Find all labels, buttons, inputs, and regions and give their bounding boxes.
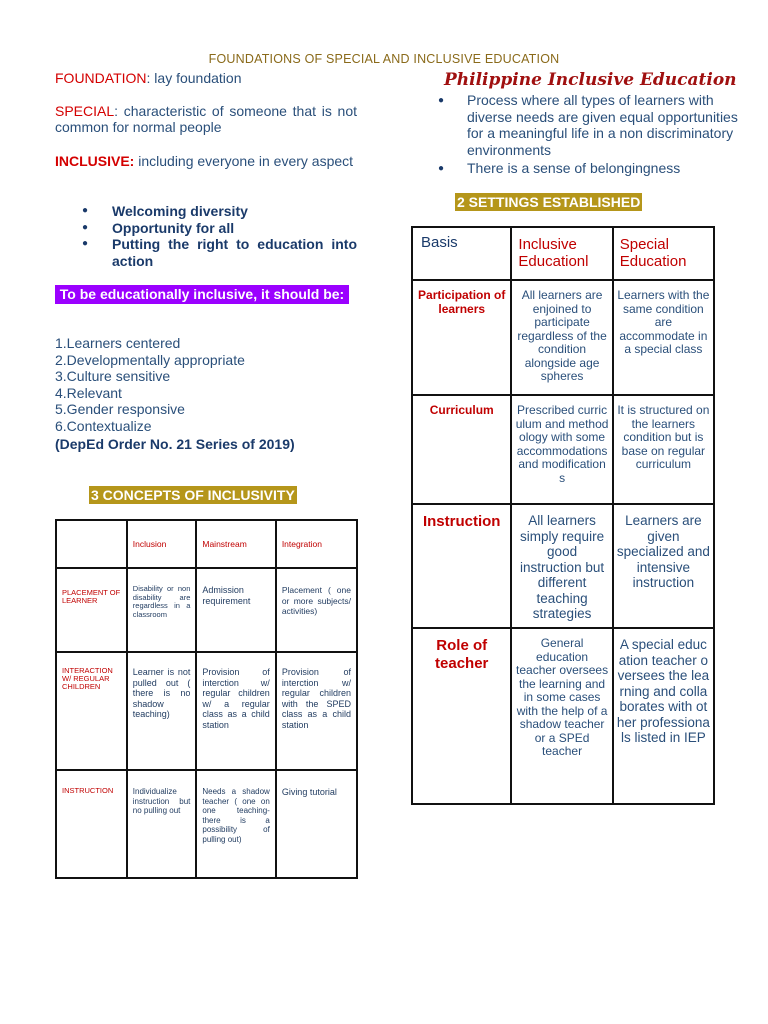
table-header-cell: Integration bbox=[276, 520, 357, 568]
criteria-item: 6.Contextualize bbox=[55, 417, 152, 434]
table-cell: Admission requirement bbox=[196, 568, 275, 652]
table-cell: Provision of interction w/ regular children w/ a regular class as a child station bbox=[196, 652, 275, 770]
bullet-item: ● Putting the right to education into action bbox=[82, 236, 357, 269]
row-label: INTERACTION W/ REGULAR CHILDREN bbox=[56, 652, 127, 770]
foundation-definition bbox=[55, 70, 357, 86]
philippine-inclusive-education-title: Philippine Inclusive Education bbox=[444, 70, 737, 90]
table-cell: It is structured on the learners condition but is base on regular curriculum bbox=[613, 395, 714, 504]
table-row bbox=[56, 652, 357, 770]
bullet-item: ● Welcoming diversity bbox=[82, 203, 357, 220]
criteria-item: 3.Culture sensitive bbox=[55, 368, 171, 384]
row-label: Participation of learners bbox=[412, 280, 511, 395]
table-cell: All learners simply require good instruction but different teaching strategies bbox=[511, 504, 612, 628]
criteria-list bbox=[55, 335, 245, 434]
table-cell: Placement ( one or more subjects/ activities) bbox=[276, 568, 357, 652]
table-row bbox=[412, 280, 714, 395]
table-header-row bbox=[56, 520, 357, 568]
table-row bbox=[412, 628, 714, 804]
document-title: FOUNDATIONS OF SPECIAL AND INCLUSIVE EDUCATION bbox=[208, 52, 560, 66]
table-header-cell bbox=[56, 520, 127, 568]
bullet-item: ● Opportunity for all bbox=[82, 220, 357, 237]
settings-banner: 2 SETTINGS ESTABLISHED bbox=[457, 194, 641, 210]
table-header-cell: Basis bbox=[412, 227, 511, 280]
table-header-row bbox=[412, 227, 714, 280]
table-cell: Learners are given specialized and intensive instruction bbox=[613, 504, 714, 628]
table-row bbox=[412, 504, 714, 628]
table-cell: Giving tutorial bbox=[276, 770, 357, 878]
row-label: Role of teacher bbox=[412, 628, 511, 804]
deped-order-reference: (DepEd Order No. 21 Series of 2019) bbox=[55, 436, 295, 452]
foundation-def: : lay foundation bbox=[146, 70, 242, 86]
table-cell: Learner is not pulled out ( there is no shadow teaching) bbox=[127, 652, 197, 770]
inclusive-definition bbox=[55, 153, 357, 169]
table-header-cell: Special Education bbox=[613, 227, 714, 280]
criteria-item: 1.Learners centered bbox=[55, 335, 181, 351]
concepts-table bbox=[55, 519, 358, 879]
special-def: : characteristic of someone that is not common for normal people bbox=[55, 103, 357, 135]
table-row bbox=[412, 395, 714, 504]
table-cell: Individualize instruction but no pulling out bbox=[127, 770, 197, 878]
row-label: Curriculum bbox=[412, 395, 511, 504]
table-cell: General education teacher oversees the learning and in some cases with the help of a shadow teacher or a SPEd teacher bbox=[511, 628, 612, 804]
table-cell: Prescribed curriculum and methodology with some accommodations and modifications bbox=[511, 395, 612, 504]
ph-bullet-list bbox=[438, 92, 738, 179]
bullet-item: ● Process where all types of learners with diverse needs are given equal opportunities for a meaningful life in a non discriminatory environments bbox=[438, 92, 738, 158]
criteria-item: 2.Developmentally appropriate bbox=[55, 351, 245, 368]
settings-table bbox=[411, 226, 715, 805]
special-definition bbox=[55, 103, 357, 135]
table-cell: Provision of interction w/ regular children with the SPED class as a child station bbox=[276, 652, 357, 770]
criteria-item: 5.Gender responsive bbox=[55, 401, 185, 417]
table-header-cell: Inclusive Educationl bbox=[511, 227, 612, 280]
table-row bbox=[56, 770, 357, 878]
bullet-item: ● There is a sense of belongingness bbox=[438, 160, 738, 177]
inclusive-def: including everyone in every aspect bbox=[134, 153, 354, 169]
table-header-cell: Mainstream bbox=[196, 520, 275, 568]
special-term: SPECIAL bbox=[55, 103, 115, 119]
concepts-banner: 3 CONCEPTS OF INCLUSIVITY bbox=[91, 487, 295, 503]
inclusive-criteria-banner: To be educationally inclusive, it should be: bbox=[55, 285, 349, 304]
table-cell: All learners are enjoined to participate regardless of the condition alongside age spheres bbox=[511, 280, 612, 395]
foundation-term: FOUNDATION bbox=[55, 70, 147, 86]
table-header-cell: Inclusion bbox=[127, 520, 197, 568]
row-label: INSTRUCTION bbox=[56, 770, 127, 878]
criteria-item: 4.Relevant bbox=[55, 384, 122, 401]
inclusive-term: INCLUSIVE: bbox=[55, 153, 135, 169]
inclusive-bullet-list bbox=[82, 203, 357, 269]
row-label: Instruction bbox=[412, 504, 511, 628]
table-cell: Disability or non disability are regardless in a classroom bbox=[127, 568, 197, 652]
table-cell: Learners with the same condition are accommodate in a special class bbox=[613, 280, 714, 395]
row-label: PLACEMENT OF LEARNER bbox=[56, 568, 127, 652]
table-cell: Needs a shadow teacher ( one on one teaching- there is a possibility of pulling out) bbox=[196, 770, 275, 878]
table-row bbox=[56, 568, 357, 652]
table-cell: A special education teacher oversees the learning and collaborates with other professionals listed in IEP bbox=[613, 628, 714, 804]
